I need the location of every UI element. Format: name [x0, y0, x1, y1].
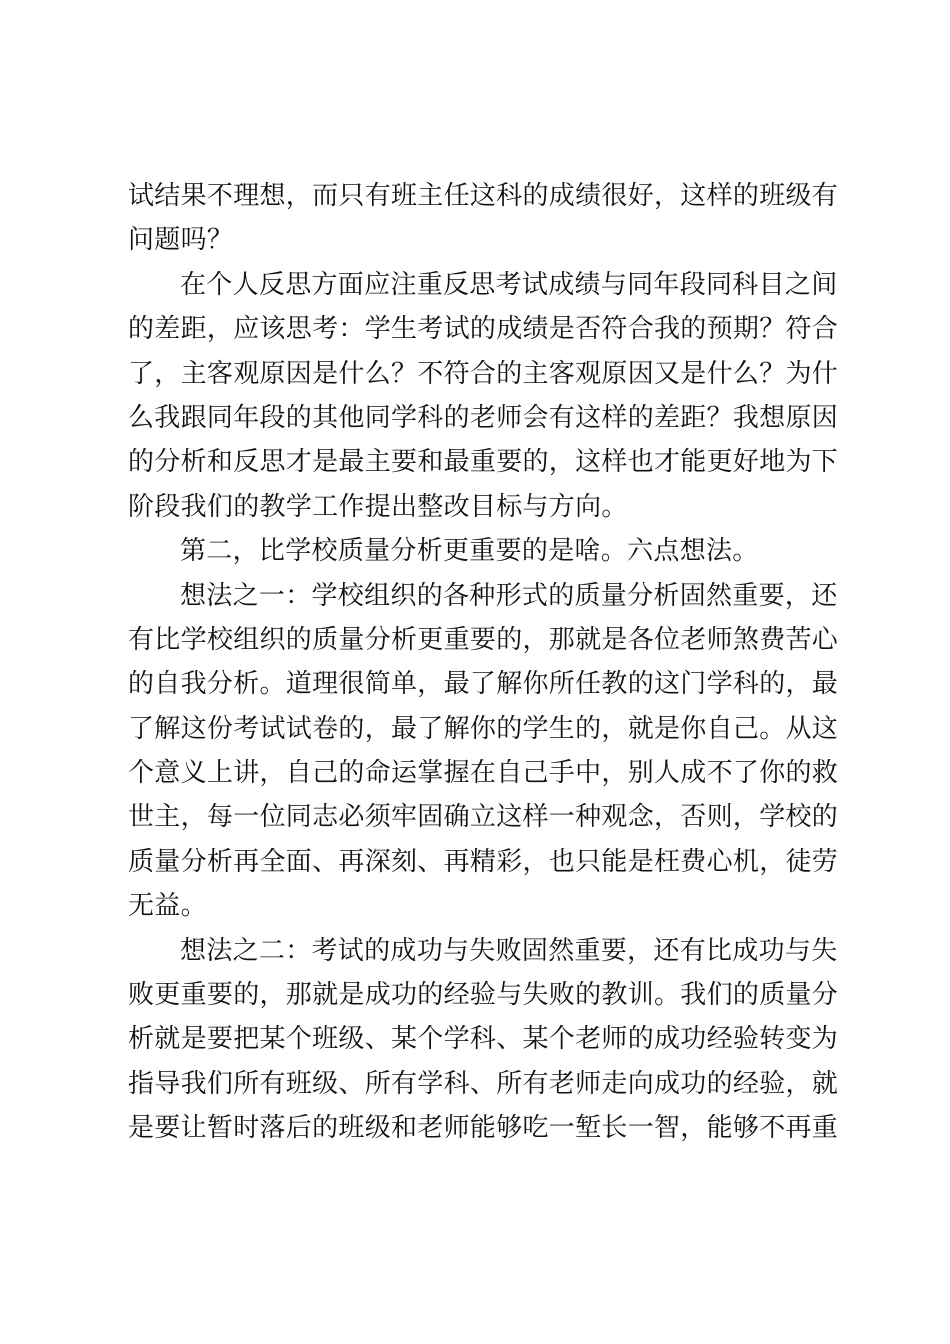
text-line: 试结果不理想，而只有班主任这科的成绩很好，这样的班级有: [128, 181, 839, 211]
paragraph-section-heading: [128, 529, 834, 573]
text-line: 阶段我们的教学工作提出整改目标与方向。: [128, 491, 628, 522]
section-heading: 第二，比学校质量分析更重要的是啥。六点想法。: [180, 536, 759, 567]
text-line: 问题吗？: [128, 225, 234, 256]
text-line: 指导我们所有班级、所有学科、所有老师走向成功的经验，就: [128, 1068, 839, 1099]
text-line: 无益。: [128, 891, 207, 922]
text-line: 了解这份考试试卷的，最了解你的学生的，就是你自己。从这: [128, 713, 839, 744]
text-line: 个意义上讲，自己的命运掌握在自己手中，别人成不了你的救: [128, 758, 839, 789]
text-line: 败更重要的，那就是成功的经验与失败的教训。我们的质量分: [128, 980, 839, 1011]
paragraph-personal-reflection: [128, 263, 839, 529]
text-line: 质量分析再全面、再深刻、再精彩，也只能是枉费心机，徒劳: [128, 846, 839, 877]
paragraph-idea-one: [128, 574, 839, 929]
text-line: 了，主客观原因是什么？不符合的主客观原因又是什么？为什: [128, 358, 839, 389]
text-line: 有比学校组织的质量分析更重要的，那就是各位老师煞费苦心: [128, 624, 839, 655]
text-line: 的差距，应该思考：学生考试的成绩是否符合我的预期？符合: [128, 314, 839, 345]
text-line: 的自我分析。道理很简单，最了解你所任教的这门学科的，最: [128, 669, 839, 700]
text-line: 想法之一：学校组织的各种形式的质量分析固然重要，还: [180, 580, 838, 611]
text-line: 析就是要把某个班级、某个学科、某个老师的成功经验转变为: [128, 1024, 839, 1055]
text-line: 是要让暂时落后的班级和老师能够吃一堑长一智，能够不再重: [128, 1113, 839, 1144]
paragraph-idea-two: [128, 929, 839, 1151]
text-line: 世主，每一位同志必须牢固确立这样一种观念，否则，学校的: [128, 802, 839, 833]
document-body: [128, 174, 839, 1151]
text-line: 想法之二：考试的成功与失败固然重要，还有比成功与失: [180, 935, 838, 966]
text-line: 么我跟同年段的其他同学科的老师会有这样的差距？我想原因: [128, 402, 839, 433]
text-line: 在个人反思方面应注重反思考试成绩与同年段同科目之间: [180, 269, 838, 300]
paragraph-continuation: [128, 174, 839, 263]
text-line: 的分析和反思才是最主要和最重要的，这样也才能更好地为下: [128, 447, 839, 478]
